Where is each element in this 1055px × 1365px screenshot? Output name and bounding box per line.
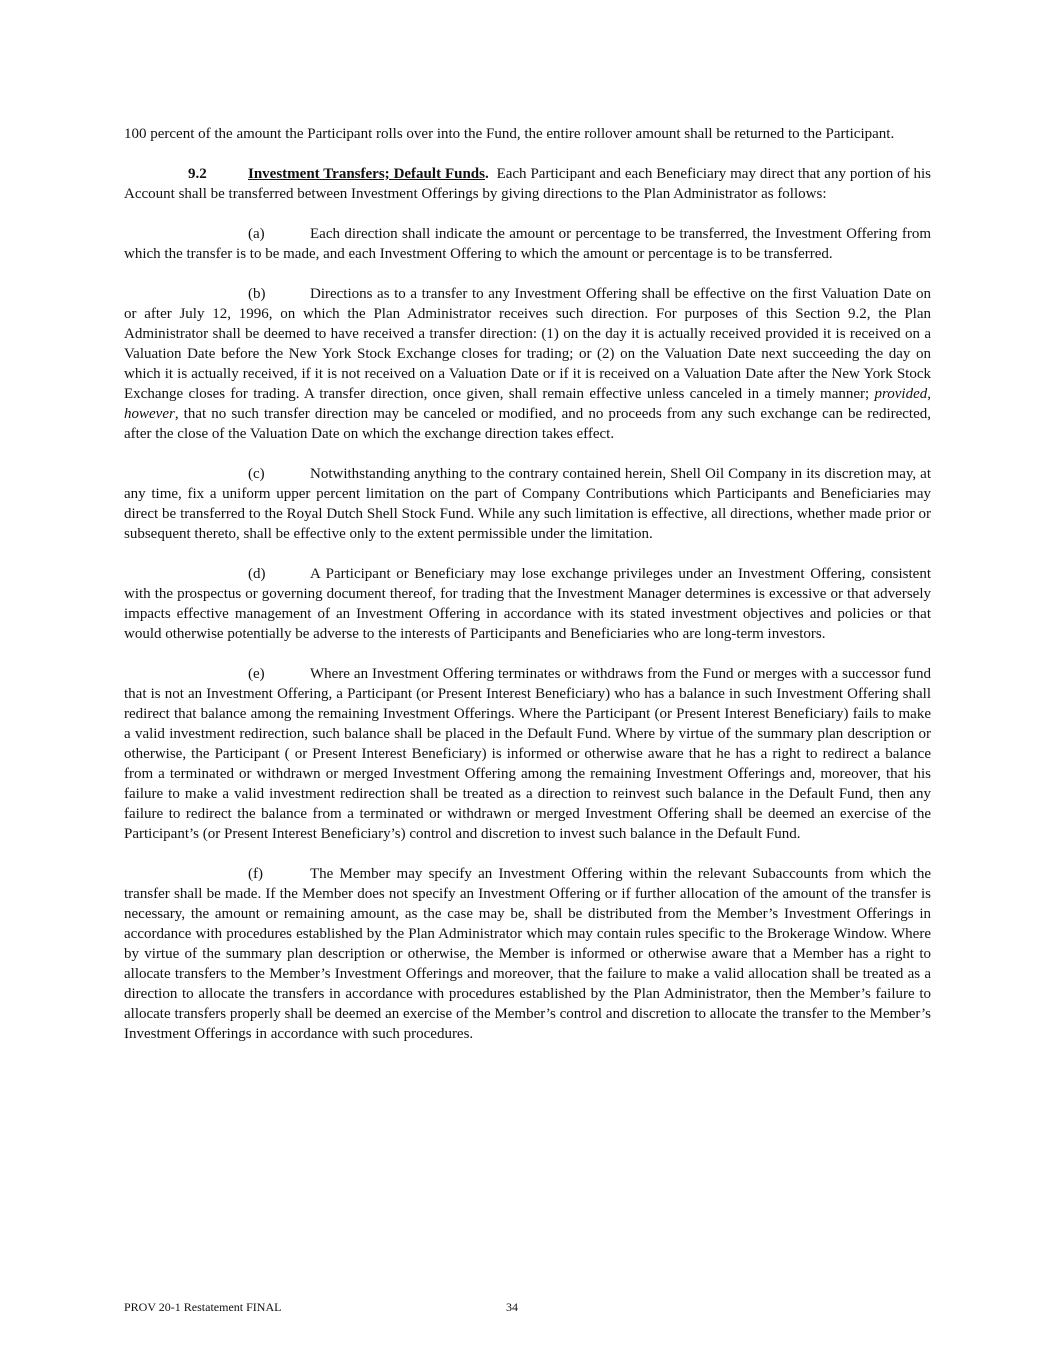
subsection-text: Directions as to a transfer to any Investment Offering shall be effective on the first Valuation Date on or after July 12, 1996, on which the Plan Administrator receives such direction. For purposes of this Section 9.2, the Plan Administrator shall be deemed to have received a transfer direction: (1) on the day it is actually received provided it is received on a Valuation Date before the New York Stock Exchange closes for trading; or (2) on the Valuation Date next succeeding the day on which it is actually received, if it is not received on a Valuation Date or if it is received on a Valuation Date after the New York Stock Exchange closes for trading. A transfer direction, once given, shall remain effective unless canceled in a timely manner; (124, 286, 931, 402)
subsection-text: Where an Investment Offering terminates or withdraws from the Fund or merges with a successor fund that is not an Investment Offering, a Participant (or Present Interest Beneficiary) who has a balance in such Investment Offering shall redirect that balance among the remaining Investment Offerings. Where the Participant (or Present Interest Beneficiary) fails to make a valid investment redirection, such balance shall be placed in the Default Fund. Where by virtue of the summary plan description or otherwise, the Participant ( or Present Interest Beneficiary) is informed or otherwise aware that he has a right to redirect a balance from a terminated or withdrawn or merged Investment Offering among the remaining Investment Offerings and, moreover, that his failure to make a valid investment redirection shall be treated as a direction to reinvest such balance in the Default Fund, then any failure to redirect the balance from a terminated or withdrawn or merged Investment Offering shall be deemed an exercise of the Participant’s (or Present Interest Beneficiary’s) control and discretion to invest such balance in the Default Fund. (124, 666, 931, 842)
subsection-d (124, 564, 931, 644)
section-number: 9.2 (188, 166, 207, 182)
subsection-label: (a) (248, 226, 265, 242)
subsection-a (124, 224, 931, 264)
subsection-text: Notwithstanding anything to the contrary contained herein, Shell Oil Company in its discretion may, at any time, fix a uniform upper percent limitation on the part of Company Contributions which Participants and Beneficiaries may direct be transferred to the Royal Dutch Shell Stock Fund. While any such limitation is effective, all directions, whether made prior or subsequent thereto, shall be effective only to the extent permissible under the limitation. (124, 466, 931, 542)
subsection-text-italic: provided, however (124, 386, 931, 422)
document-body (124, 124, 931, 1064)
subsection-label: (b) (248, 286, 266, 302)
footer-page-number: 34 (506, 1300, 518, 1314)
subsection-f (124, 864, 931, 1044)
section-9-2-intro (124, 164, 931, 204)
continuation-paragraph: 100 percent of the amount the Participant rolls over into the Fund, the entire rollover amount shall be returned to the Participant. (124, 126, 895, 142)
subsection-e (124, 664, 931, 844)
subsection-b (124, 284, 931, 444)
subsection-label: (d) (248, 566, 266, 582)
subsection-label: (c) (248, 466, 265, 482)
section-title-period: . (485, 166, 489, 182)
subsection-text: Each direction shall indicate the amount or percentage to be transferred, the Investment Offering from which the transfer is to be made, and each Investment Offering to which the amount or percentage is to be transferred. (124, 226, 931, 262)
subsection-c (124, 464, 931, 544)
subsection-text: The Member may specify an Investment Offering within the relevant Subaccounts from which the transfer shall be made. If the Member does not specify an Investment Offering or if further allocation of the amount of the transfer is necessary, the amount or remaining amount, as the case may be, shall be distributed from the Member’s Investment Offerings in accordance with procedures established by the Plan Administrator which may contain rules specific to the Brokerage Window. Where by virtue of the summary plan description or otherwise, the Member is informed or otherwise aware that a Member has a right to allocate transfers to the Member’s Investment Offerings and moreover, that the failure to make a valid allocation shall be treated as a direction to allocate the transfers in accordance with procedures established by the Plan Administrator, then the Member’s failure to allocate transfers properly shall be deemed an exercise of the Member’s control and discretion to allocate the transfer to the Member’s Investment Offerings in accordance with such procedures. (124, 866, 931, 1042)
subsection-label: (e) (248, 666, 265, 682)
subsection-text: A Participant or Beneficiary may lose exchange privileges under an Investment Offering, consistent with the prospectus or governing document thereof, for trading that the Investment Manager determines is excessive or that adversely impacts effective management of an Investment Offering in accordance with its stated investment objectives and policies or that would otherwise potentially be adverse to the interests of Participants and Beneficiaries who are long-term investors. (124, 566, 931, 642)
footer-document-id: PROV 20-1 Restatement FINAL (124, 1300, 282, 1314)
subsection-text-continued: , that no such transfer direction may be canceled or modified, and no proceeds from any such exchange can be redirected, after the close of the Valuation Date on which the exchange direction takes effect. (124, 406, 931, 442)
section-title: Investment Transfers; Default Funds (248, 166, 485, 182)
section-intro-text: Each Participant and each Beneficiary may direct that any portion of his Account shall be transferred between Investment Offerings by giving directions to the Plan Administrator as follows: (124, 166, 932, 202)
subsection-label: (f) (248, 866, 263, 882)
